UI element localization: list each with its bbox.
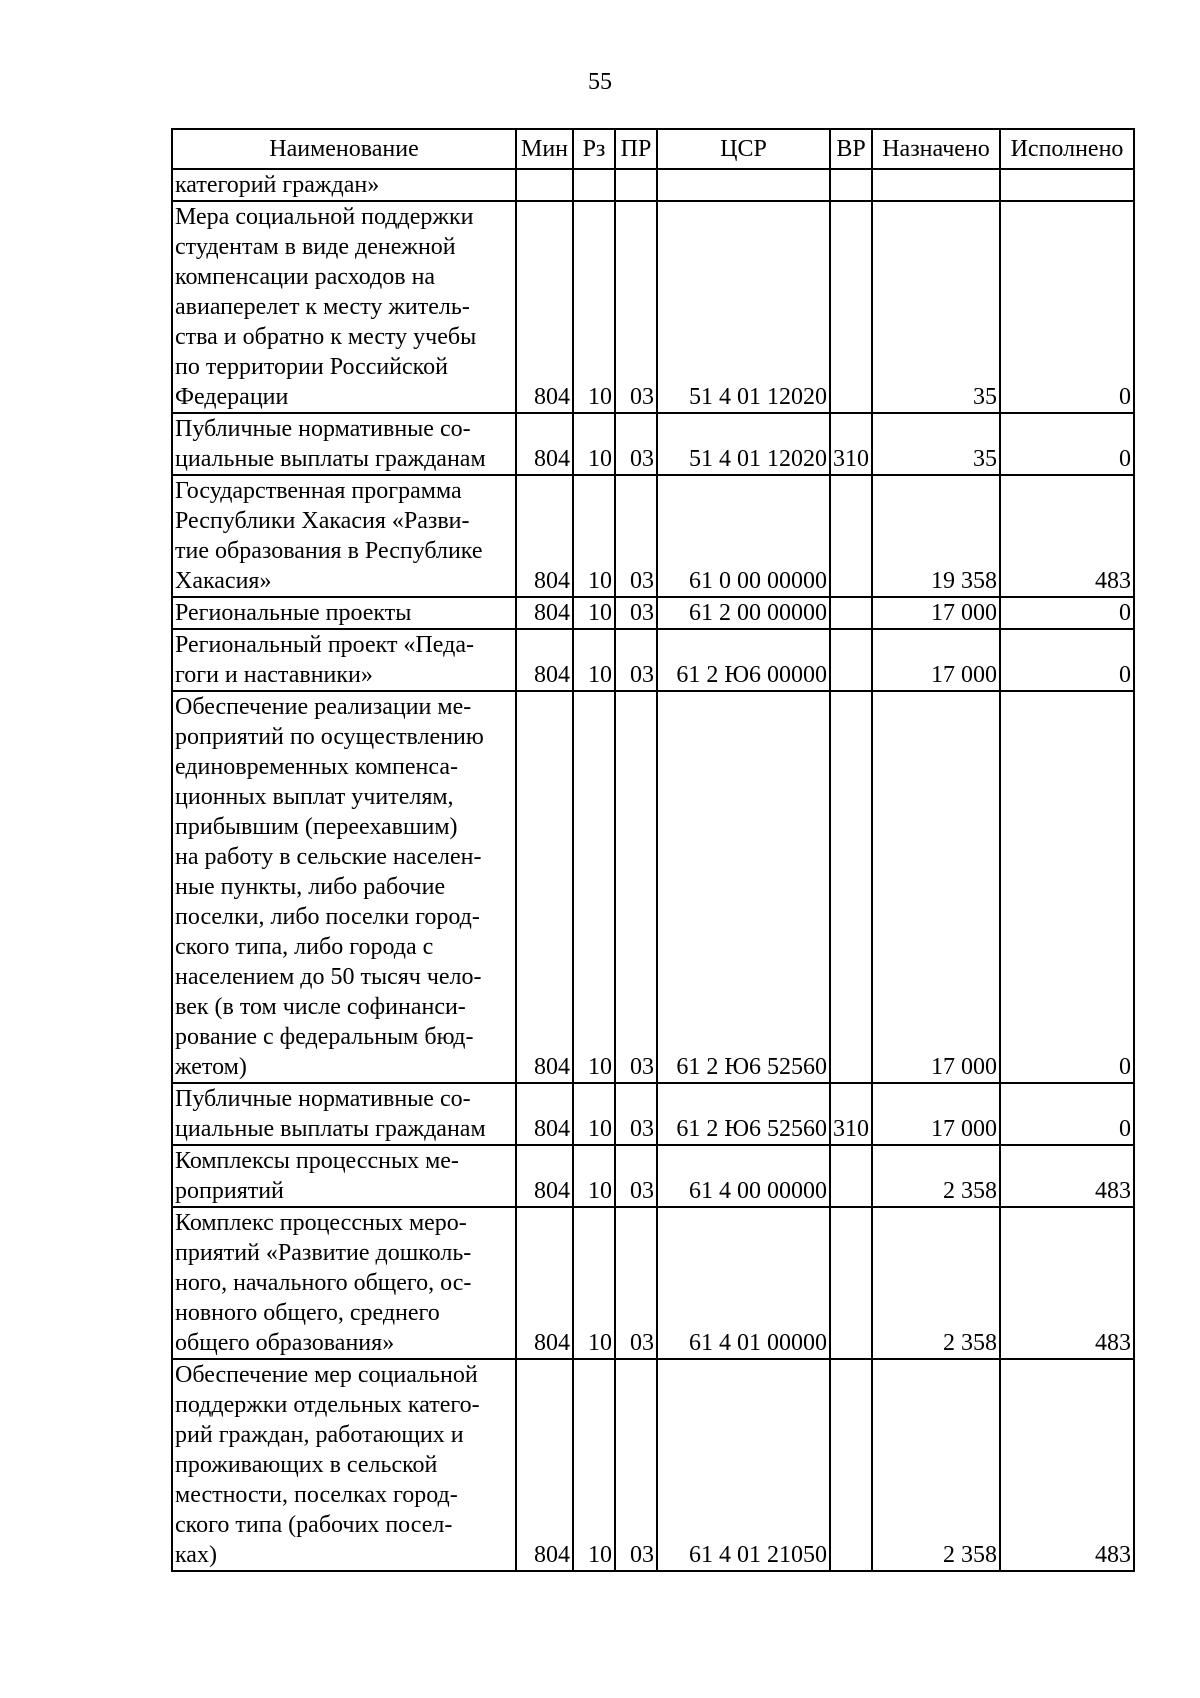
cell-name [172, 475, 516, 597]
cell-vr [830, 597, 872, 629]
table-row [172, 413, 1134, 475]
cell-vr: 310 [830, 413, 872, 475]
cell-pr: 03 [615, 1083, 657, 1145]
cell-csr: 61 4 01 00000 [657, 1207, 830, 1359]
cell-rz: 10 [573, 1145, 615, 1207]
cell-rz: 10 [573, 1207, 615, 1359]
cell-rz: 10 [573, 475, 615, 597]
cell-rz [573, 169, 615, 201]
cell-executed: 0 [1000, 691, 1134, 1083]
cell-name [172, 169, 516, 201]
table-row [172, 169, 1134, 201]
name-line: Федерации [175, 384, 289, 410]
budget-table [171, 128, 1135, 1572]
name-line: по территории Российской [175, 354, 448, 380]
name-line: циальные выплаты гражданам [175, 1116, 486, 1142]
cell-rz: 10 [573, 597, 615, 629]
cell-csr: 51 4 01 12020 [657, 413, 830, 475]
cell-vr: 310 [830, 1083, 872, 1145]
name-line: Республики Хакасия «Разви- [175, 508, 470, 534]
name-line: Публичные нормативные со- [175, 1086, 471, 1112]
name-line: ках) [175, 1542, 217, 1568]
table-row [172, 691, 1134, 1083]
cell-assigned: 17 000 [872, 629, 1000, 691]
cell-pr: 03 [615, 413, 657, 475]
cell-executed [1000, 169, 1134, 201]
cell-rz: 10 [573, 691, 615, 1083]
cell-assigned: 17 000 [872, 1083, 1000, 1145]
cell-csr: 61 2 Ю6 00000 [657, 629, 830, 691]
cell-executed: 0 [1000, 597, 1134, 629]
name-line: приятий «Развитие дошколь- [175, 1240, 472, 1266]
name-line: Государственная программа [175, 478, 462, 504]
cell-pr: 03 [615, 1207, 657, 1359]
table-row [172, 1083, 1134, 1145]
cell-executed: 483 [1000, 1207, 1134, 1359]
cell-rz: 10 [573, 413, 615, 475]
cell-min: 804 [516, 1083, 573, 1145]
cell-executed: 0 [1000, 629, 1134, 691]
cell-min: 804 [516, 629, 573, 691]
cell-name [172, 413, 516, 475]
table-row [172, 1207, 1134, 1359]
name-line: рий граждан, работающих и [175, 1422, 464, 1448]
name-line: Обеспечение реализации ме- [175, 694, 472, 720]
name-line: ского типа, либо города с [175, 934, 434, 960]
cell-min: 804 [516, 201, 573, 413]
cell-csr: 51 4 01 12020 [657, 201, 830, 413]
table-row [172, 629, 1134, 691]
cell-pr [615, 169, 657, 201]
cell-rz: 10 [573, 629, 615, 691]
cell-min [516, 169, 573, 201]
table-row [172, 597, 1134, 629]
name-line: Мера социальной поддержки [175, 204, 474, 230]
cell-name [172, 691, 516, 1083]
name-line: проживающих в сельской [175, 1452, 438, 1478]
header-pr: ПР [615, 129, 657, 169]
table-row [172, 201, 1134, 413]
cell-min: 804 [516, 1207, 573, 1359]
name-line: ционных выплат учителям, [175, 784, 454, 810]
name-line: Региональный проект «Педа- [175, 632, 474, 658]
header-rz: Рз [573, 129, 615, 169]
cell-assigned: 17 000 [872, 691, 1000, 1083]
cell-name [172, 1359, 516, 1571]
name-line: населением до 50 тысяч чело- [175, 964, 482, 990]
cell-rz: 10 [573, 1359, 615, 1571]
name-line: тие образования в Республике [175, 538, 483, 564]
cell-vr [830, 169, 872, 201]
name-line: роприятий по осуществлению [175, 724, 484, 750]
cell-csr: 61 0 00 00000 [657, 475, 830, 597]
cell-assigned: 2 358 [872, 1207, 1000, 1359]
name-line: роприятий [175, 1178, 284, 1204]
cell-vr [830, 1145, 872, 1207]
name-line: ства и обратно к месту учебы [175, 324, 477, 350]
page-number: 55 [588, 69, 612, 95]
cell-pr: 03 [615, 201, 657, 413]
cell-vr [830, 1359, 872, 1571]
name-line: Региональные проекты [175, 600, 412, 626]
name-line: век (в том числе софинанси- [175, 994, 466, 1020]
cell-executed: 0 [1000, 413, 1134, 475]
table-body [172, 169, 1134, 1571]
table-row [172, 1145, 1134, 1207]
cell-executed: 483 [1000, 475, 1134, 597]
name-line: Публичные нормативные со- [175, 416, 471, 442]
cell-assigned: 35 [872, 201, 1000, 413]
cell-vr [830, 475, 872, 597]
cell-name [172, 1145, 516, 1207]
cell-assigned: 17 000 [872, 597, 1000, 629]
cell-csr: 61 2 00 00000 [657, 597, 830, 629]
cell-csr [657, 169, 830, 201]
name-line: местности, поселках город- [175, 1482, 458, 1508]
name-line: студентам в виде денежной [175, 234, 456, 260]
cell-rz: 10 [573, 201, 615, 413]
cell-pr: 03 [615, 629, 657, 691]
name-line: гоги и наставники» [175, 662, 373, 688]
name-line: циальные выплаты гражданам [175, 446, 486, 472]
cell-name [172, 201, 516, 413]
cell-pr: 03 [615, 1359, 657, 1571]
name-line: поселки, либо поселки город- [175, 904, 480, 930]
cell-min: 804 [516, 413, 573, 475]
cell-assigned: 35 [872, 413, 1000, 475]
cell-name [172, 597, 516, 629]
cell-pr: 03 [615, 1145, 657, 1207]
name-line: Комплексы процессных ме- [175, 1148, 459, 1174]
cell-csr: 61 4 01 21050 [657, 1359, 830, 1571]
cell-name [172, 1083, 516, 1145]
name-line: авиаперелет к месту житель- [175, 294, 470, 320]
name-line: общего образования» [175, 1330, 395, 1356]
name-line: рование с федеральным бюд- [175, 1024, 474, 1050]
cell-executed: 0 [1000, 201, 1134, 413]
cell-executed: 483 [1000, 1145, 1134, 1207]
name-line: Хакасия» [175, 568, 272, 594]
cell-min: 804 [516, 1145, 573, 1207]
cell-min: 804 [516, 1359, 573, 1571]
cell-csr: 61 2 Ю6 52560 [657, 1083, 830, 1145]
cell-min: 804 [516, 475, 573, 597]
cell-vr [830, 691, 872, 1083]
name-line: Комплекс процессных меро- [175, 1210, 467, 1236]
cell-pr: 03 [615, 597, 657, 629]
name-line: компенсации расходов на [175, 264, 436, 290]
name-line: на работу в сельские населен- [175, 844, 482, 870]
name-line: новного общего, среднего [175, 1300, 440, 1326]
cell-executed: 483 [1000, 1359, 1134, 1571]
cell-assigned: 2 358 [872, 1145, 1000, 1207]
cell-assigned: 2 358 [872, 1359, 1000, 1571]
name-line: ные пункты, либо рабочие [175, 874, 446, 900]
cell-vr [830, 1207, 872, 1359]
cell-executed: 0 [1000, 1083, 1134, 1145]
cell-name [172, 1207, 516, 1359]
name-line: поддержки отдельных катего- [175, 1392, 480, 1418]
cell-pr: 03 [615, 475, 657, 597]
cell-assigned [872, 169, 1000, 201]
header-csr: ЦСР [657, 129, 830, 169]
name-line: ского типа (рабочих посел- [175, 1512, 453, 1538]
table-row [172, 475, 1134, 597]
cell-pr: 03 [615, 691, 657, 1083]
table-row [172, 1359, 1134, 1571]
header-vr: ВР [830, 129, 872, 169]
header-assigned: Назначено [872, 129, 1000, 169]
cell-csr: 61 4 00 00000 [657, 1145, 830, 1207]
cell-min: 804 [516, 691, 573, 1083]
cell-name [172, 629, 516, 691]
name-line: Обеспечение мер социальной [175, 1362, 478, 1388]
cell-vr [830, 201, 872, 413]
name-line: прибывшим (переехавшим) [175, 814, 458, 840]
name-line: категорий граждан» [175, 172, 380, 198]
header-row [172, 129, 1134, 169]
name-line: ного, начального общего, ос- [175, 1270, 472, 1296]
cell-csr: 61 2 Ю6 52560 [657, 691, 830, 1083]
header-min: Мин [516, 129, 573, 169]
cell-rz: 10 [573, 1083, 615, 1145]
name-line: единовременных компенса- [175, 754, 458, 780]
cell-min: 804 [516, 597, 573, 629]
name-line: жетом) [175, 1054, 247, 1080]
header-executed: Исполнено [1000, 129, 1134, 169]
cell-assigned: 19 358 [872, 475, 1000, 597]
header-name: Наименование [172, 129, 516, 169]
cell-vr [830, 629, 872, 691]
